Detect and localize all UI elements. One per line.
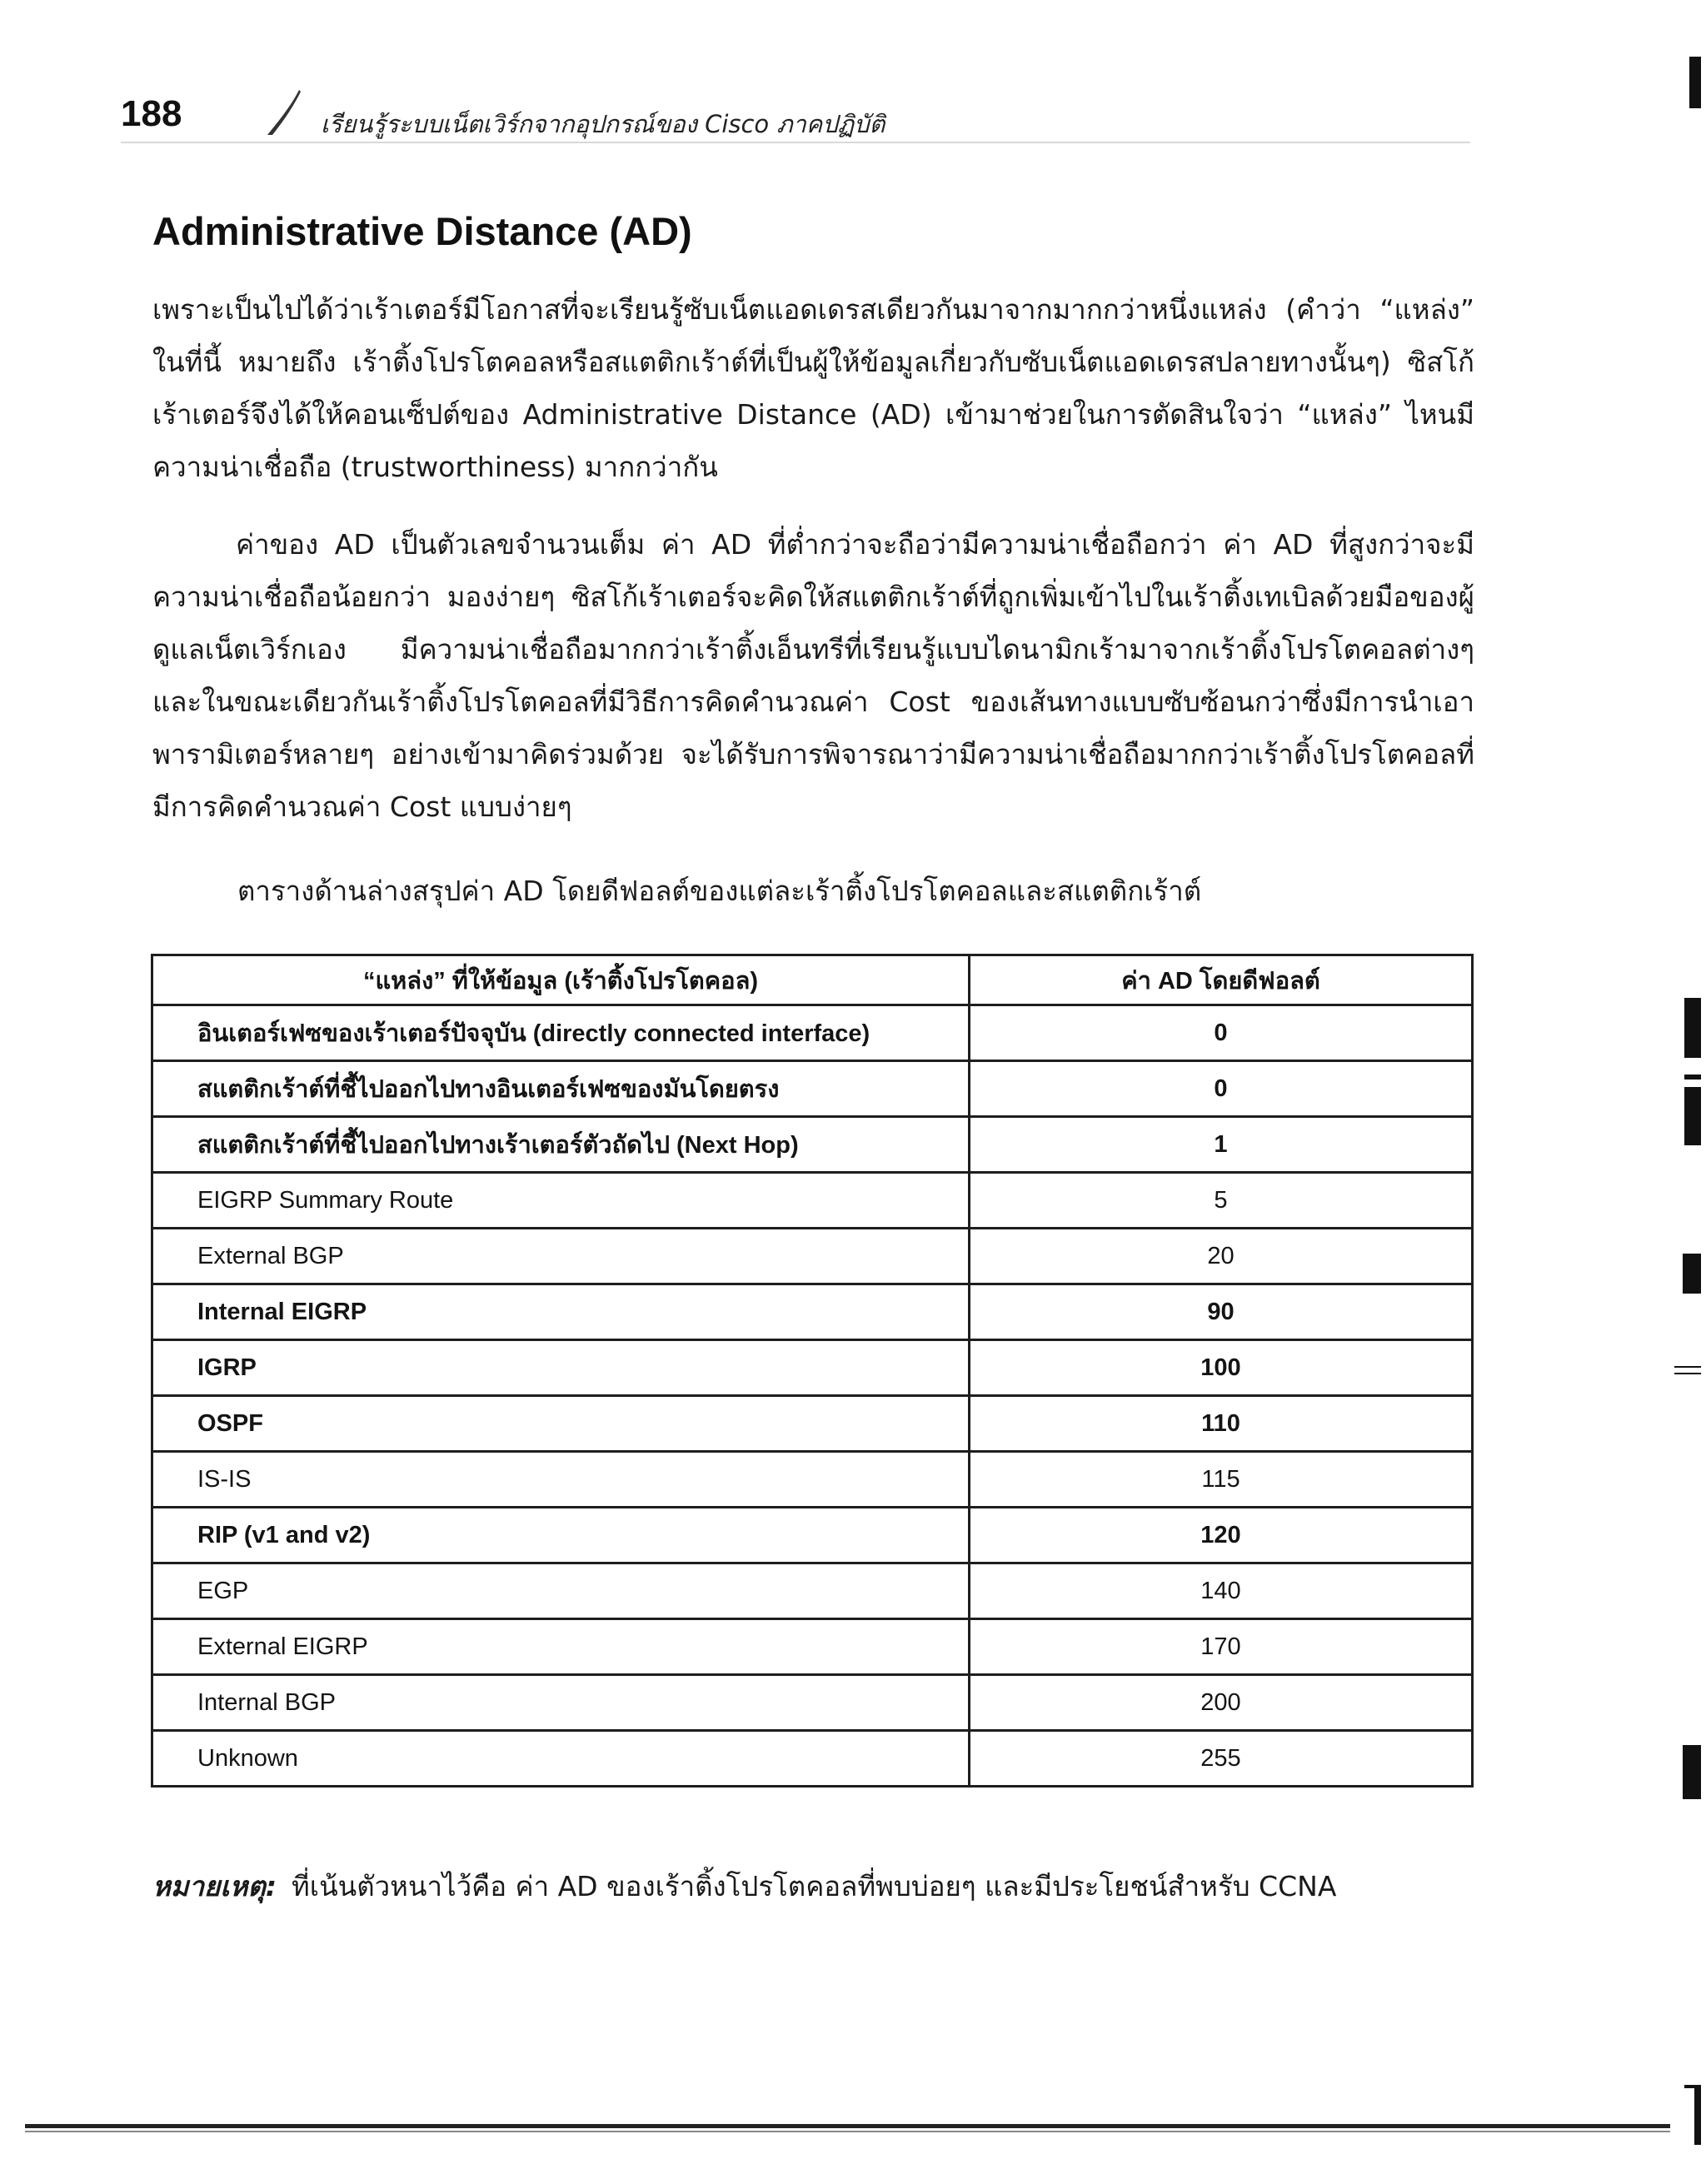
table-body [152,1005,1473,1787]
header-ad-value: ค่า AD โดยดีฟอลต์ [970,955,1473,1005]
cell-source: OSPF [152,1396,970,1452]
ad-table [151,954,1474,1788]
table-row [152,1005,1473,1061]
edge-mark [1689,57,1701,108]
cell-ad-value: 120 [970,1508,1473,1563]
page-number: 188 [121,93,182,134]
edge-mark [1674,1373,1701,1374]
pen-stroke-decoration [262,88,304,138]
table-row [152,1675,1473,1731]
note [152,1864,1336,1908]
cell-source: External BGP [152,1229,970,1284]
cell-ad-value: 5 [970,1173,1473,1229]
edge-mark [1684,998,1701,1058]
cell-ad-value: 20 [970,1229,1473,1284]
cell-ad-value: 115 [970,1452,1473,1508]
running-title: เรียนรู้ระบบเน็ตเวิร์กจากอุปกรณ์ของ Cisco ภาคปฏิบัติ [321,110,885,138]
cell-ad-value: 0 [970,1061,1473,1117]
cell-source: EGP [152,1563,970,1619]
cell-ad-value: 140 [970,1563,1473,1619]
cell-ad-value: 255 [970,1731,1473,1787]
cell-source: อินเตอร์เฟซของเร้าเตอร์ปัจจุบัน (directly connected interface) [152,1005,970,1061]
table-row [152,1061,1473,1117]
edge-mark [1684,1075,1701,1080]
table-row [152,1173,1473,1229]
table-row [152,1117,1473,1173]
header-source: “แหล่ง” ที่ให้ข้อมูล (เร้าติ้งโปรโตคอล) [152,955,970,1005]
table-row [152,1229,1473,1284]
edge-mark [1684,1087,1701,1145]
cell-source: IGRP [152,1340,970,1396]
cell-source: Unknown [152,1731,970,1787]
table-row [152,1396,1473,1452]
cell-ad-value: 200 [970,1675,1473,1731]
edge-mark [1683,1745,1701,1799]
table-row [152,1452,1473,1508]
table-row [152,1619,1473,1675]
cell-ad-value: 110 [970,1396,1473,1452]
table-header-row [152,955,1473,1005]
paragraph-intro: เพราะเป็นไปได้ว่าเร้าเตอร์มีโอกาสที่จะเรียนรู้ซับเน็ตแอดเดรสเดียวกันมาจากมากกว่าหนึ่งแหล่ง (คำว่า “แหล่ง” ในที่นี้ หมายถึง เร้าติ้งโปรโตคอลหรือสแตติกเร้าต์ที่เป็นผู้ให้ข้อมูลเกี่ยวกับซับเน็ตแอดเดรสปลายทางนั้นๆ) ซิสโก้เร้าเตอร์จึงได้ให้คอนเซ็ปต์ของ Administrative Distance (AD) เข้ามาช่วยในการตัดสินใจว่า “แหล่ง” ไหนมีความน่าเชื่อถือ (trustworthiness) มากกว่ากัน [152,293,1474,483]
cell-source: IS-IS [152,1452,970,1508]
cell-source: สแตติกเร้าต์ที่ชี้ไปออกไปทางเร้าเตอร์ตัวถัดไป (Next Hop) [152,1117,970,1173]
cell-ad-value: 0 [970,1005,1473,1061]
cell-ad-value: 100 [970,1340,1473,1396]
footer-rule [25,2131,1670,2132]
edge-mark [1674,1366,1701,1368]
edge-mark [1683,1254,1701,1294]
page-header [121,93,1470,143]
section-title: Administrative Distance (AD) [152,209,692,253]
table-row [152,1340,1473,1396]
cell-ad-value: 90 [970,1284,1473,1340]
header-rule [121,142,1470,143]
cell-source: สแตติกเร้าต์ที่ชี้ไปออกไปทางอินเตอร์เฟซของมันโดยตรง [152,1061,970,1117]
cell-source: RIP (v1 and v2) [152,1508,970,1563]
cell-source: Internal EIGRP [152,1284,970,1340]
table-row [152,1508,1473,1563]
cell-source: Internal BGP [152,1675,970,1731]
note-label: หมายเหตุ: [152,1870,277,1902]
note-text: ที่เน้นตัวหนาไว้คือ ค่า AD ของเร้าติ้งโปรโตคอลที่พบบ่อยๆ และมีประโยชน์สำหรับ CCNA [292,1870,1337,1902]
footer-rule [25,2124,1670,2128]
cell-ad-value: 170 [970,1619,1473,1675]
table-row [152,1563,1473,1619]
cell-source: External EIGRP [152,1619,970,1675]
cell-ad-value: 1 [970,1117,1473,1173]
table-row [152,1284,1473,1340]
edge-mark [1694,2085,1701,2145]
paragraph-table-intro: ตารางด้านล่างสรุปค่า AD โดยดีฟอลต์ของแต่ละเร้าติ้งโปรโตคอลและสแตติกเร้าต์ [237,875,1202,907]
cell-source: EIGRP Summary Route [152,1173,970,1229]
table-row [152,1731,1473,1787]
paragraph-ad-values: ค่าของ AD เป็นตัวเลขจำนวนเต็ม ค่า AD ที่ต่ำกว่าจะถือว่ามีความน่าเชื่อถือกว่า ค่า AD ที่สูงกว่าจะมีความน่าเชื่อถือน้อยกว่า มองง่ายๆ ซิสโก้เร้าเตอร์จะคิดให้สแตติกเร้าต์ที่ถูกเพิ่มเข้าไปในเร้าติ้งเทเบิลด้วยมือของผู้ดูแลเน็ตเวิร์กเอง มีความน่าเชื่อถือมากกว่าเร้าติ้งเอ็นทรีที่เรียนรู้แบบไดนามิกเร้ามาจากเร้าติ้งโปรโตคอลต่างๆ และในขณะเดียวกันเร้าติ้งโปรโตคอลที่มีวิธีการคิดคำนวณค่า Cost ของเส้นทางแบบซับซ้อนกว่าซึ่งมีการนำเอาพารามิเตอร์หลายๆ อย่างเข้ามาคิดร่วมด้วย จะได้รับการพิจารณาว่ามีความน่าเชื่อถือมากกว่าเร้าติ้งโปรโตคอลที่มีการคิดคำนวณค่า Cost แบบง่ายๆ [152,528,1474,823]
